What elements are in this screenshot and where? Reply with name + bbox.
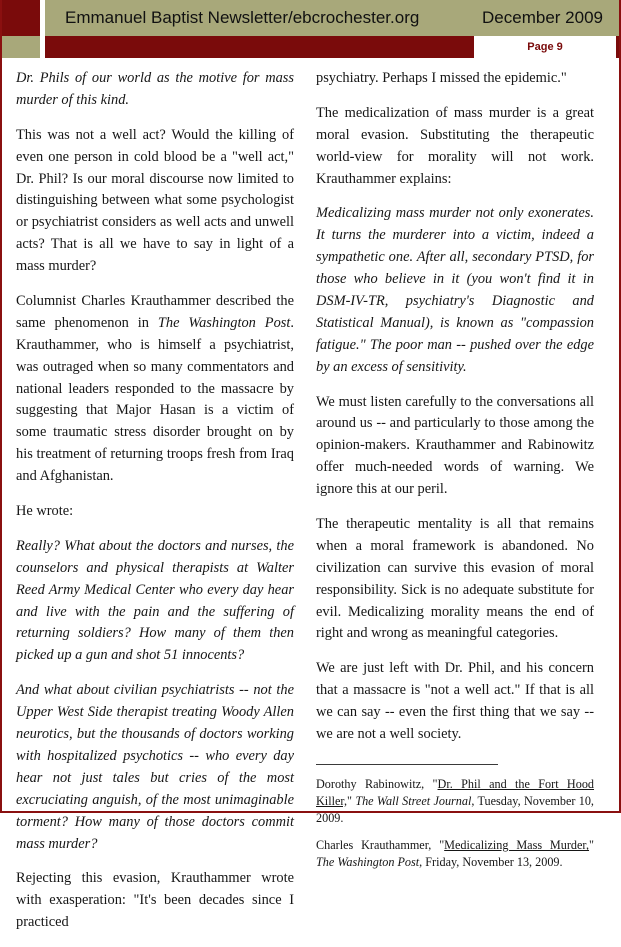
page-content [2,68,621,931]
page-number-label: Page 9 [527,41,563,53]
issue-date: December 2009 [482,8,603,27]
footnote-divider [316,764,498,765]
masthead-olive-bar [45,0,619,36]
footnote-rabinowitz-publication: The Wall Street Journal [355,793,472,808]
paragraph-quote-civilian-psychiatrists: And what about civilian psychiatrists -- not the Upper West Side therapist treating Woody Allen neurotics, but the thousands of doctors working with hospitalized psychotics -- who every day hear not just tales but cries of the most excruciating anguish, of the most unimaginable torment? How many of those doctors commit mass murder? [16,682,294,852]
masthead-page-row [2,36,619,58]
paragraph-listen-carefully: We must listen carefully to the conversations all around us -- and particularly to those among the opinion-makers. Krauthammer and Rabinowitz offer much-needed words of warning. We ignore this at our peril. [316,393,594,498]
footnote-rabinowitz-open-quote: " [432,776,438,791]
footnote-krauthammer-title[interactable]: Medicalizing Mass Murder, [444,838,590,853]
masthead-red-bar [45,36,474,58]
footnote-krauthammer-publication: The Washington Post [316,855,420,870]
footnote-krauthammer-author: Charles Krauthammer, [316,838,440,853]
footnote-krauthammer-date: , Friday, November 13, 2009. [419,855,563,870]
masthead-title-row [2,0,619,36]
newsletter-title: Emmanuel Baptist Newsletter/ebcrochester.org [65,8,420,27]
footnote-rabinowitz-title[interactable]: Dr. Phil and the Fort Hood Killer, [316,776,595,808]
footnote-rabinowitz-author: Dorothy Rabinowitz, [316,776,433,791]
paragraph-quote-really: Really? What about the doctors and nurses, the counselors and physical therapists at Walter Reed Army Medical Center who every day hear and live with the pain and the suffering of returning soldiers? How many of them then picked up a gun and shot 51 innocents? [16,537,294,664]
paragraph-well-act: This was not a well act? Would the killing of even one person in cold blood be a "well act," Dr. Phil? Is our moral discourse now limited to distinguishing between what some psychologist or psychiatrist considers as well acts and unwell acts? That is all we have to say in light of a mass murder? [16,126,294,275]
footnote-rabinowitz-close-quote: " [347,793,356,808]
masthead-olive-corner-block [2,36,40,58]
masthead [2,0,619,64]
right-column [316,68,594,882]
footnote-krauthammer [316,837,594,871]
two-column-layout [16,68,609,947]
paragraph-medicalization: The medicalization of mass murder is a great moral evasion. Substituting the therapeutic world-view for morality will not work. Krauthammer explains: [316,104,594,187]
paragraph-krauthammer-intro-part2: . Krauthammer, who is himself a psychiatrist, was outraged when so many commentators and national leaders responded to the massacre by suggesting that Major Hasan is a victim of some traumatic stress disorder brought on by his treatment of returning troops fresh from Iraq and Afghanistan. [16,314,294,485]
footnote-krauthammer-close-quote: " [589,838,595,853]
paragraph-dr-phil-conclusion: We are just left with Dr. Phil, and his concern that a massacre is "not a well act." If that is all we can say -- even the first thing that we say -- we are not a well society. [316,660,594,743]
masthead-red-corner-block [2,0,40,36]
footnote-rabinowitz-date: , Tuesday, November 10, 2009. [316,793,594,825]
paragraph-therapeutic-mentality: The therapeutic mentality is all that remains when a moral framework is abandoned. No civilization can survive this evasion of moral responsibility. Sick is no adequate substitute for evil. Medicalizing morality means the end of right and wrong as meaningful categories. [316,516,594,642]
left-column [16,68,294,947]
footnote-krauthammer-open-quote: " [439,838,445,853]
page-number-box [474,36,619,58]
publication-washington-post-inline: The Washington Post [157,314,291,331]
paragraph-krauthammer-intro [16,291,294,488]
paragraph-krauthammer-intro-part1: Columnist Charles Krauthammer described the same phenomenon in [16,293,294,331]
paragraph-he-wrote: He wrote: [16,503,74,520]
paragraph-quote-dr-phils: Dr. Phils of our world as the motive for mass murder of this kind. [16,70,294,108]
paragraph-rejecting-evasion: Rejecting this evasion, Krauthammer wrote with exasperation: "It's been decades since I practiced [16,870,294,931]
paragraph-quote-medicalizing: Medicalizing mass murder not only exonerates. It turns the murderer into a victim, indeed a sympathetic one. After all, secondary PTSD, for those who believe in it (you won't find it in DSM-IV-TR, psychiatry's Diagnostic and Statistical Manual), is known as "compassion fatigue." The poor man -- pushed over the edge by an excess of sensitivity. [316,205,594,375]
paragraph-psychiatry-epidemic: psychiatry. Perhaps I missed the epidemic." [316,70,567,86]
footnote-rabinowitz [316,776,594,826]
